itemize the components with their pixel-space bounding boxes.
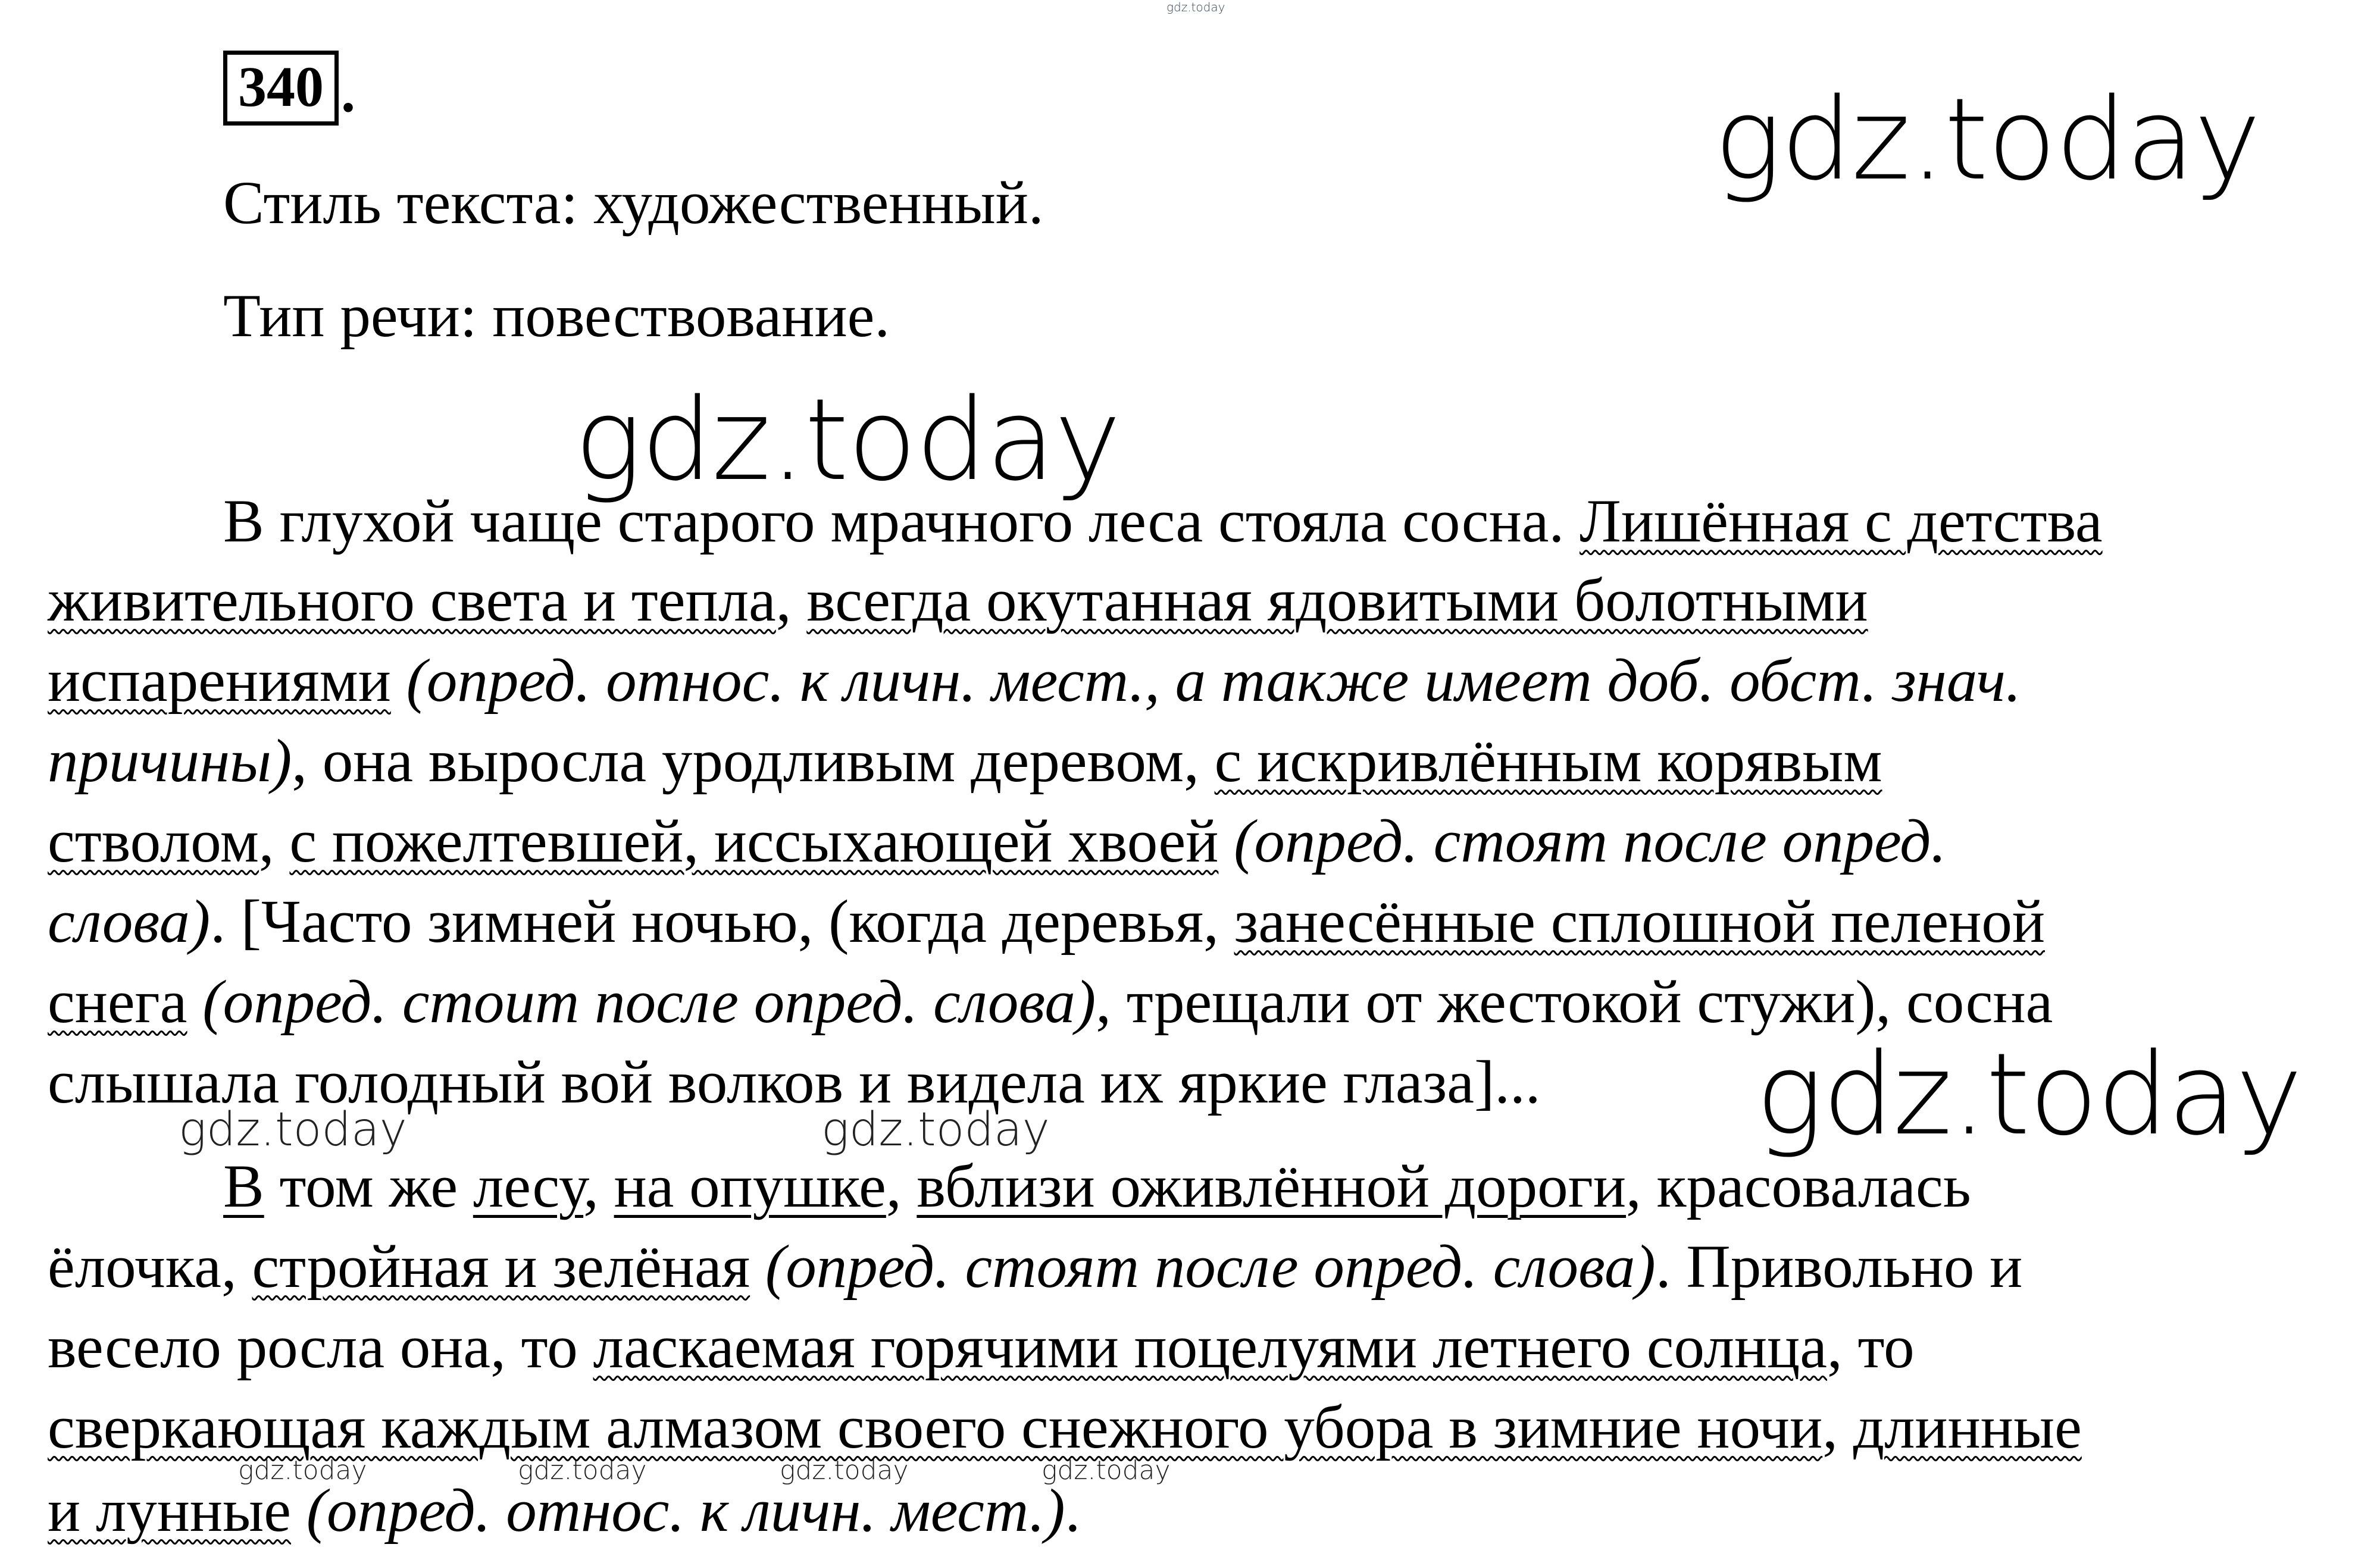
annotation: причины) [48, 727, 292, 795]
paragraph-1-line-6 [48, 888, 2045, 956]
definition-phrase: с искривлённым корявым [1214, 727, 1882, 795]
watermark-small: gdz.today [821, 1103, 1050, 1157]
watermark-mini: gdz.today [1042, 1455, 1171, 1486]
paragraph-1-line-2 [48, 566, 1868, 634]
paragraph-2-line-4 [48, 1393, 2082, 1461]
annotation: (опред. стоят после опред. слова) [765, 1233, 1656, 1301]
watermark-large: gdz.today [1714, 74, 2260, 205]
text-run: , трещали от жестокой стужи), сосна [1096, 968, 2053, 1036]
text-run [291, 1477, 307, 1545]
text-run: , то [1827, 1313, 1915, 1381]
annotation: (опред. относ. к личн. мест., а также имеет доб. обст. знач. [406, 647, 2021, 715]
text-run: том же [264, 1152, 473, 1220]
speech-type-line: Тип речи: повествование. [223, 282, 890, 350]
text-style-line: Стиль текста: художественный. [223, 169, 1044, 237]
text-run: , [886, 1152, 917, 1220]
paragraph-1-line-4 [48, 727, 1882, 795]
exercise-number [223, 51, 355, 126]
exercise-number-box: 340 [223, 51, 339, 126]
text-run: весело росла она, то [48, 1313, 593, 1381]
paragraph-2-line-5 [48, 1477, 1081, 1545]
definition-phrase: и лунные [48, 1477, 291, 1545]
watermark-large: gdz.today [574, 374, 1120, 506]
participle-phrase: ласкаемая горячими поцелуями летнего солнца [593, 1313, 1827, 1381]
watermark-tiny: gdz.today [1166, 0, 1225, 14]
watermark-mini: gdz.today [518, 1455, 647, 1486]
paragraph-1-line-3 [48, 647, 2021, 715]
definition-phrase: стволом [48, 807, 259, 875]
annotation: (опред. относ. к личн. мест.) [306, 1477, 1065, 1545]
text-run: , красовалась [1626, 1152, 1971, 1220]
text-run: , [583, 1152, 614, 1220]
text-run: . Привольно и [1655, 1233, 2023, 1301]
participle-phrase: Лишённая с детства [1579, 487, 2103, 555]
participle-phrase: живительного света и тепла [48, 566, 776, 634]
text-run [750, 1233, 765, 1301]
participle-phrase: занесённые сплошной пеленой [1234, 888, 2045, 956]
underlined-word: вблизи оживлённой дороги [917, 1152, 1627, 1220]
definition-phrase: с пожелтевшей, иссыхающей хвоей [289, 807, 1219, 875]
text-run: , она выросла уродливым деревом, [292, 727, 1215, 795]
text-run: , [1822, 1393, 1853, 1461]
annotation: слова) [48, 888, 211, 956]
watermark-small: gdz.today [179, 1103, 407, 1157]
paragraph-2-line-1 [223, 1152, 1971, 1220]
definition-phrase: стройная и зелёная [252, 1233, 750, 1301]
text-run: ёлочка, [48, 1233, 252, 1301]
underlined-word: В [223, 1152, 264, 1220]
watermark-mini: gdz.today [238, 1455, 367, 1486]
participle-phrase: сверкающая каждым алмазом своего снежного убора в зимние ночи [48, 1393, 1823, 1461]
text-run: , [258, 807, 290, 875]
participle-phrase: испарениями [48, 647, 391, 715]
paragraph-1-line-1 [223, 487, 2103, 555]
participle-phrase: снега [48, 968, 187, 1036]
underlined-word: на опушке [614, 1152, 886, 1220]
paragraph-1-line-5 [48, 807, 1947, 875]
participle-phrase: всегда окутанная ядовитыми болотными [806, 566, 1868, 634]
watermark-mini: gdz.today [780, 1455, 909, 1486]
paragraph-1-line-8: слышала голодный вой волков и видела их яркие глаза]... [48, 1048, 1541, 1116]
watermark-large: gdz.today [1756, 1029, 2301, 1160]
text-run [391, 647, 406, 715]
paragraph-1-line-7 [48, 968, 2053, 1036]
text-run: . [1065, 1477, 1081, 1545]
underlined-word: лесу [473, 1152, 584, 1220]
annotation: (опред. стоят после опред. [1234, 807, 1947, 875]
paragraph-2-line-3 [48, 1313, 1915, 1381]
text-run [1218, 807, 1234, 875]
text-run: В глухой чаще старого мрачного леса стояла сосна. [223, 487, 1580, 555]
text-run: , [775, 566, 807, 634]
definition-phrase: длинные [1853, 1393, 2082, 1461]
text-run: . [Часто зимней ночью, (когда деревья, [210, 888, 1234, 956]
exercise-number-dot: . [341, 60, 355, 124]
text-run [187, 968, 203, 1036]
annotation: (опред. стоит после опред. слова) [202, 968, 1096, 1036]
paragraph-2-line-2 [48, 1233, 2023, 1301]
